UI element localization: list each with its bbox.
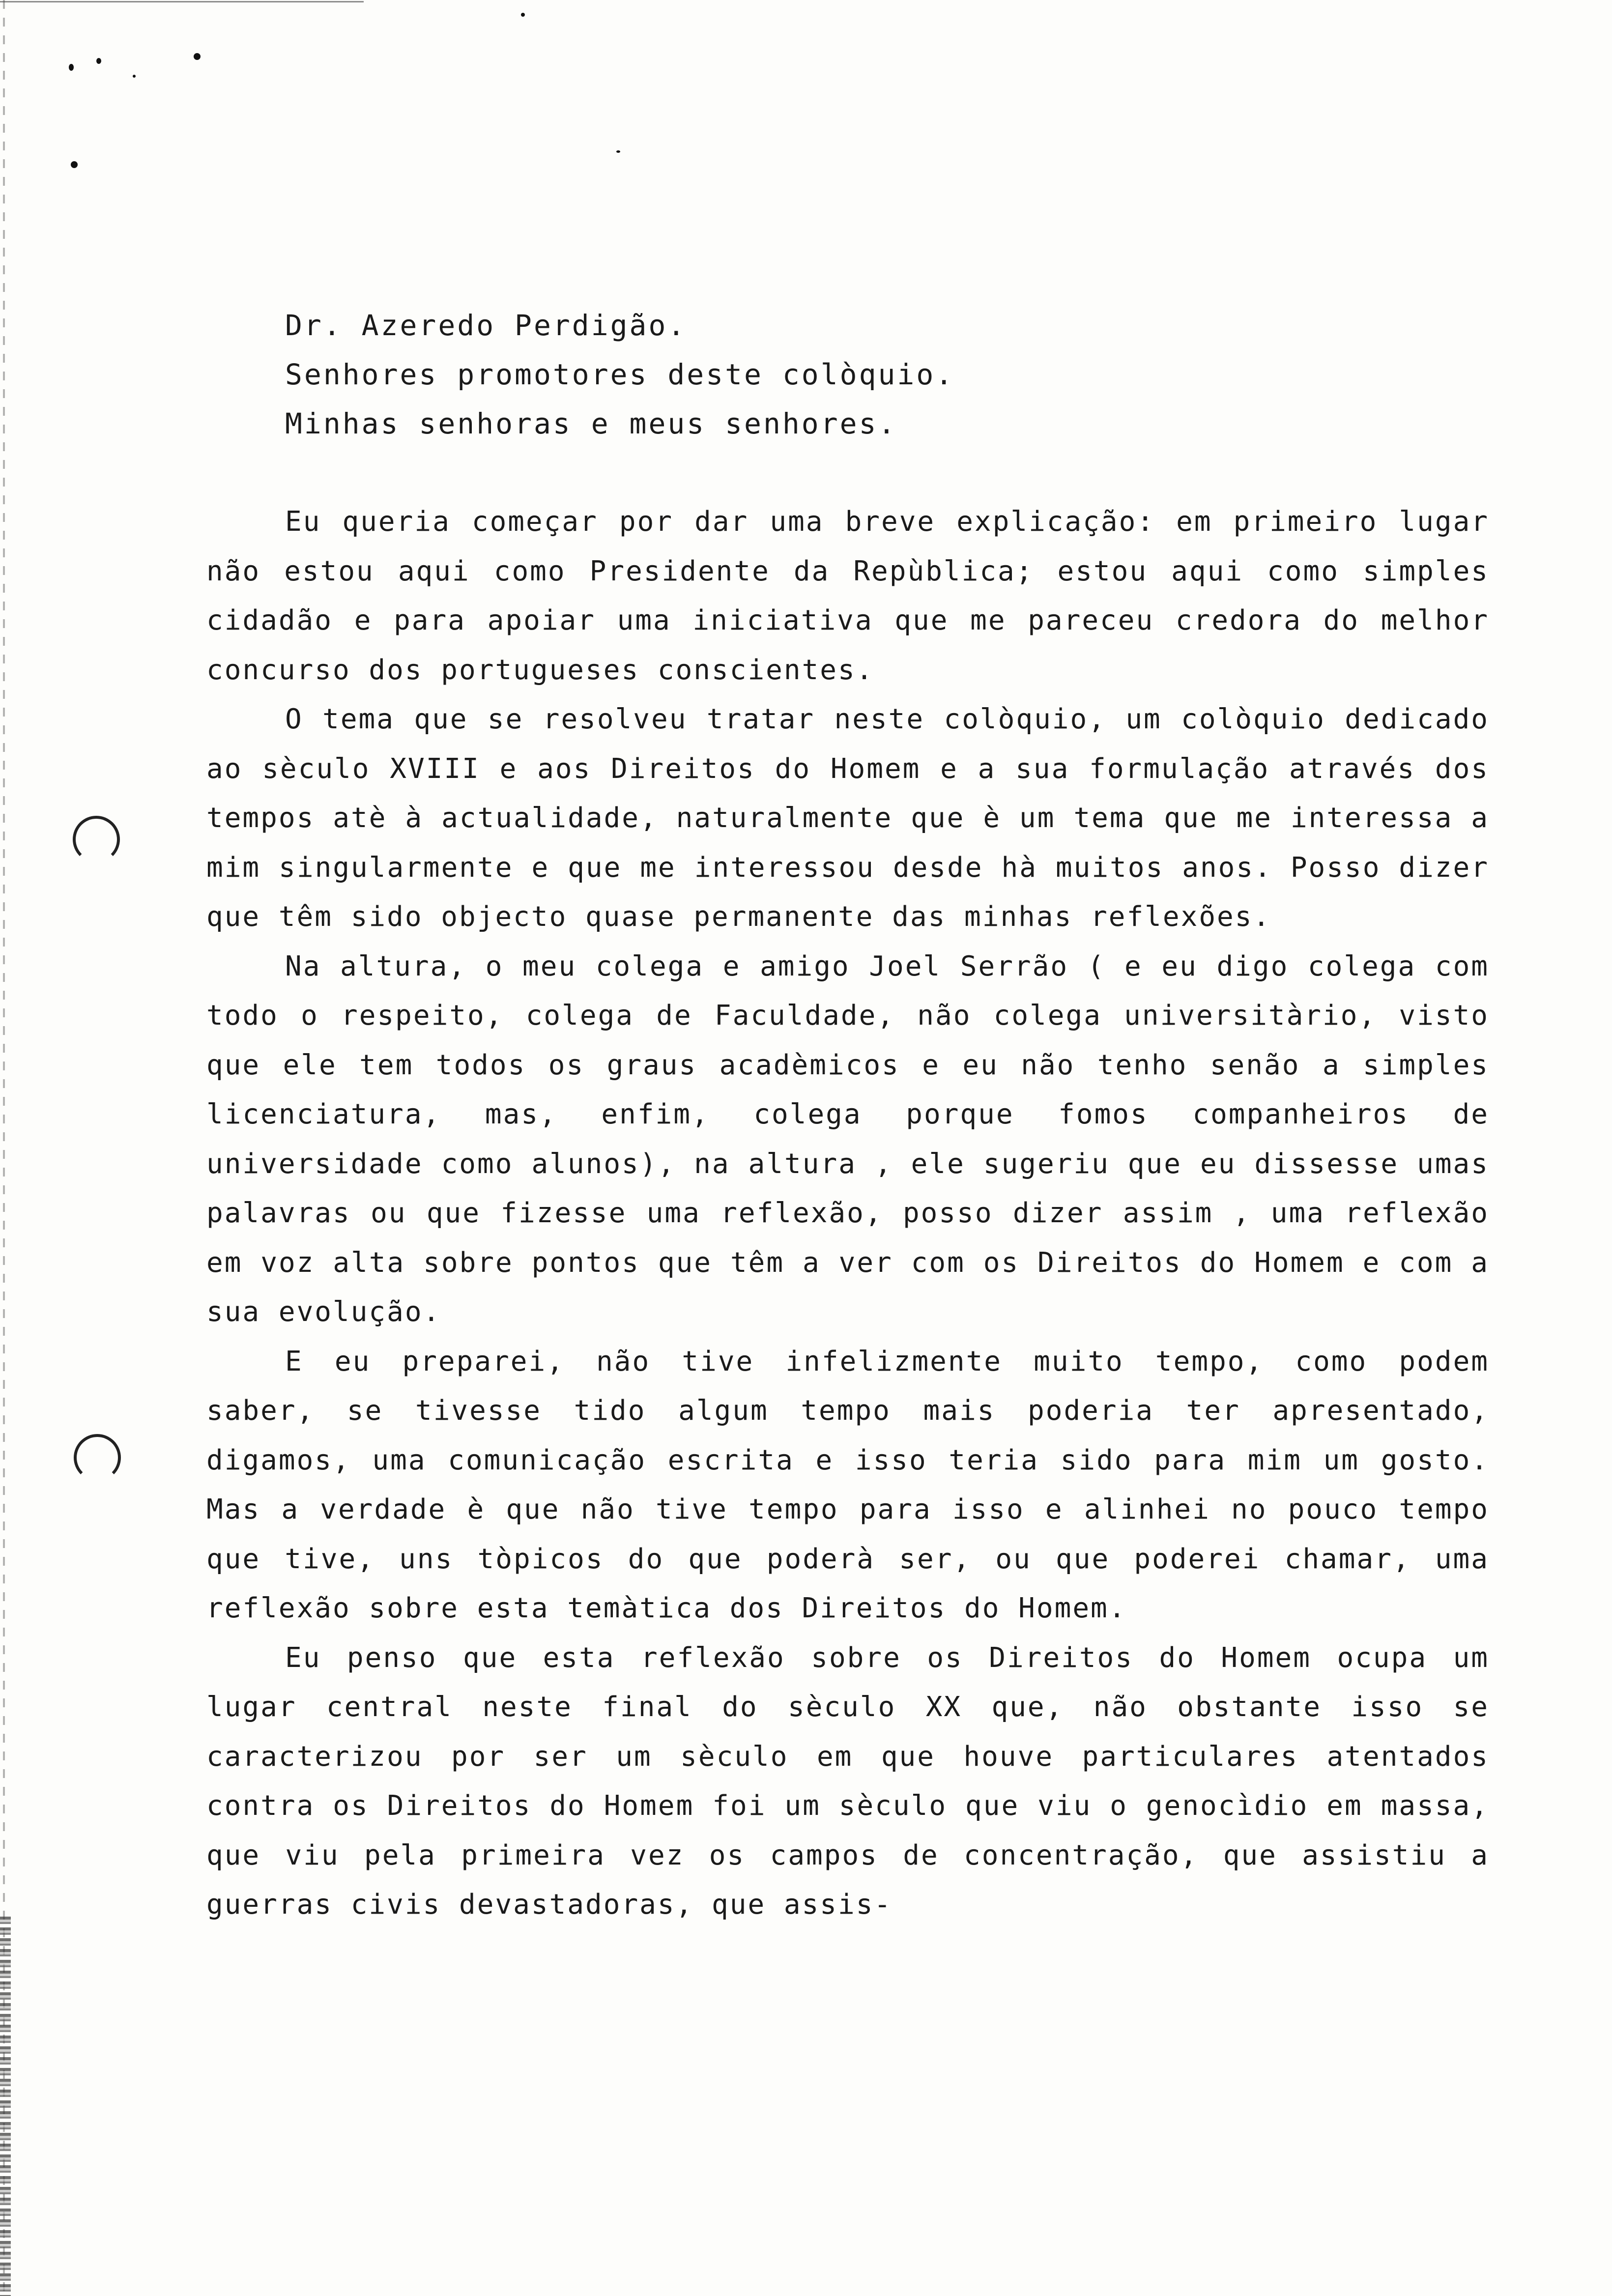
scan-speck — [133, 75, 136, 78]
scan-speck — [71, 161, 78, 168]
paragraph: E eu preparei, não tive infelizmente muito tempo, como podem saber, se tivesse tido algum tempo mais poderia ter apresentado, digamos, uma comunicação escrita e isso teria sido para mim um gosto. Mas a verdade è que não tive tempo para isso e alinhei no pouco tempo que tive, uns tòpicos do que poderà ser, ou que poderei chamar, uma reflexão sobre esta temàtica dos Direitos do Homem. — [206, 1345, 1489, 1624]
paragraph: O tema que se resolveu tratar neste colòquio, um colòquio dedicado ao sèculo XVIII e aos Direitos do Homem e a sua formulação através dos tempos atè à actualidade, naturalmente que è um tema que me interessa a mim singularmente e que me interessou desde hà muitos anos. Posso dizer que têm sido objecto quase permanente das minhas reflexões. — [206, 703, 1489, 933]
top-edge-rule — [0, 1, 364, 2]
paragraph: Eu penso que esta reflexão sobre os Direitos do Homem ocupa um lugar central neste final do sèculo XX que, não obstante isso se caracterizou por ser um sèculo em que houve particulares atentados contra os Direitos do Homem foi um sèculo que viu o genocìdio em massa, que viu pela primeira vez os campos de concentração, que assistiu a guerras civis devastadoras, que assis- — [206, 1641, 1489, 1921]
scan-edge-noise — [0, 1917, 11, 2296]
scan-speck — [69, 64, 74, 71]
speech-body — [206, 497, 1489, 1930]
scan-speck — [96, 58, 101, 64]
salutation-line: Minhas senhoras e meus senhores. — [285, 407, 897, 440]
salutation-line: Senhores promotores deste colòquio. — [285, 358, 955, 391]
scan-speck — [521, 13, 525, 17]
scan-speck — [194, 53, 201, 60]
scan-speck — [616, 150, 620, 153]
paragraph: Na altura, o meu colega e amigo Joel Serrão ( e eu digo colega com todo o respeito, colega de Faculdade, não colega universitàrio, visto que ele tem todos os graus acadèmicos e eu não tenho senão a simples licenciatura, mas, enfim, colega porque fomos companheiros de universidade como alunos), na altura , ele sugeriu que eu dissesse umas palavras ou que fizesse uma reflexão, posso dizer assim , uma reflexão em voz alta sobre pontos que têm a ver com os Direitos do Homem e com a sua evolução. — [206, 950, 1489, 1328]
punch-hole — [73, 816, 120, 863]
salutation — [285, 301, 1465, 448]
salutation-line: Dr. Azeredo Perdigão. — [285, 309, 687, 342]
paragraph: Eu queria começar por dar uma breve explicação: em primeiro lugar não estou aqui como Presidente da Repùblica; estou aqui como simples cidadão e para apoiar uma iniciativa que me pareceu credora do melhor concurso dos portugueses conscientes. — [206, 506, 1489, 686]
punch-hole — [74, 1434, 121, 1481]
